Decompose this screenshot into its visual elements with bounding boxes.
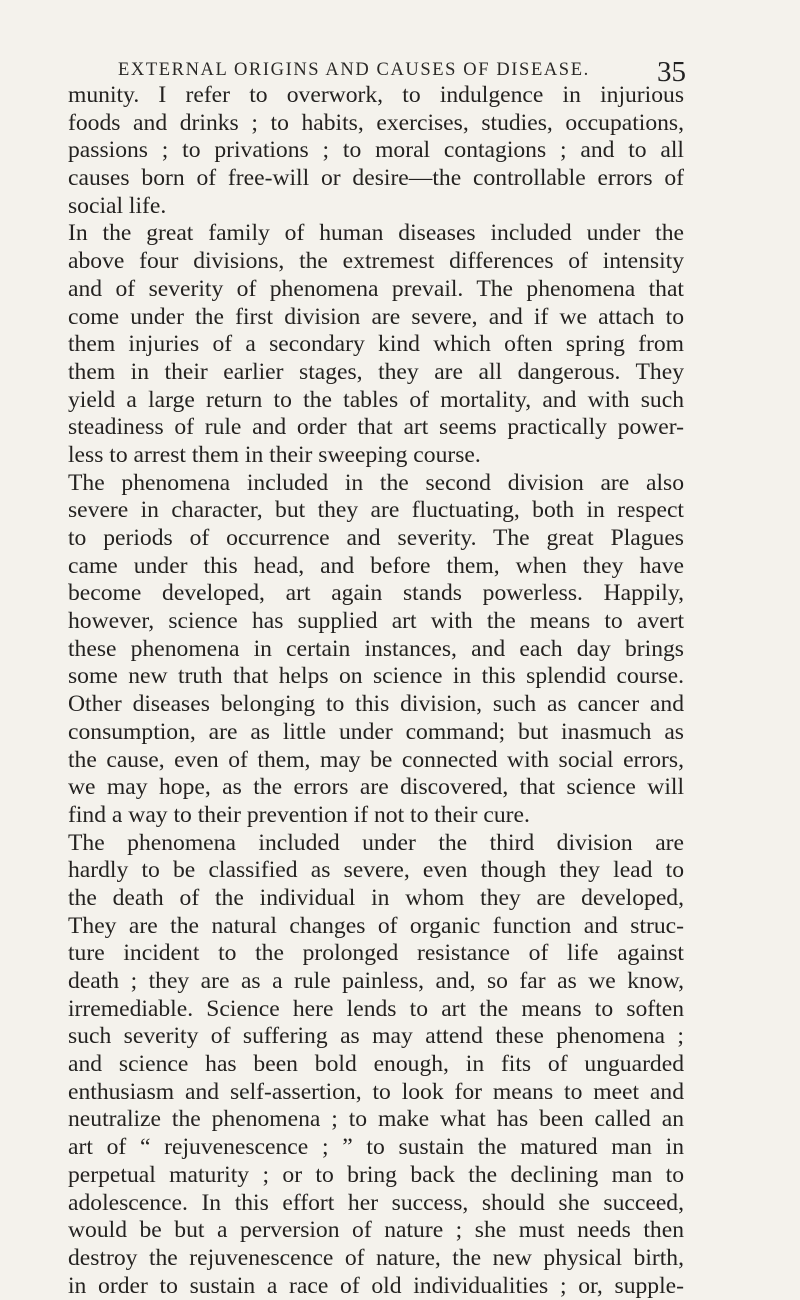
text-line: become developed, art again stands powerless. Happily, xyxy=(68,580,684,607)
text-line: and of severity of phenomena prevail. The phenomena that xyxy=(68,275,684,302)
text-line: The phenomena included in the second division are also xyxy=(68,469,684,496)
text-line: steadiness of rule and order that art seems practically power- xyxy=(68,414,684,441)
text-line: They are the natural changes of organic function and struc- xyxy=(68,912,684,939)
text-line: the cause, even of them, may be connected with social errors, xyxy=(68,746,684,773)
text-line: would be but a perversion of nature ; she must needs then xyxy=(68,1217,684,1244)
running-title: EXTERNAL ORIGINS AND CAUSES OF DISEASE. xyxy=(118,60,590,80)
text-line: came under this head, and before them, when they have xyxy=(68,552,684,579)
text-line: these phenomena in certain instances, and each day brings xyxy=(68,635,684,662)
text-line: and science has been bold enough, in fits of unguarded xyxy=(68,1051,684,1078)
text-line: passions ; to privations ; to moral contagions ; and to all xyxy=(68,137,684,164)
text-line: perpetual maturity ; or to bring back the declining man to xyxy=(68,1161,684,1188)
text-line: some new truth that helps on science in this splendid course. xyxy=(68,663,684,690)
text-line: The phenomena included under the third division are xyxy=(68,829,684,856)
text-line: the death of the individual in whom they are developed, xyxy=(68,884,684,911)
text-line: foods and drinks ; to habits, exercises, studies, occupations, xyxy=(68,109,684,136)
text-line: however, science has supplied art with the means to avert xyxy=(68,608,684,635)
text-line: them injuries of a secondary kind which often spring from xyxy=(68,331,684,358)
text-line: adolescence. In this effort her success, should she succeed, xyxy=(68,1189,684,1216)
text-line: irremediable. Science here lends to art the means to soften xyxy=(68,995,684,1022)
text-line: yield a large return to the tables of mortality, and with such xyxy=(68,386,684,413)
text-line: come under the first division are severe, and if we attach to xyxy=(68,303,684,330)
text-line: causes born of free-will or desire—the controllable errors of xyxy=(68,165,684,192)
text-line: ture incident to the prolonged resistance of life against xyxy=(68,940,684,967)
text-line: severe in character, but they are fluctuating, both in respect xyxy=(68,497,684,524)
text-line: Other diseases belonging to this division, such as cancer and xyxy=(68,691,684,718)
text-line: consumption, are as little under command; but inasmuch as xyxy=(68,718,684,745)
text-line: to periods of occurrence and severity. The great Plagues xyxy=(68,525,684,551)
text-line: neutralize the phenomena ; to make what has been called an xyxy=(68,1106,684,1133)
text-line: destroy the rejuvenescence of nature, the new physical birth, xyxy=(68,1244,684,1271)
text-line: hardly to be classified as severe, even though they lead to xyxy=(68,857,684,884)
text-line: social life. xyxy=(68,192,167,219)
text-line: enthusiasm and self-assertion, to look for means to meet and xyxy=(68,1078,684,1105)
page-number: 35 xyxy=(657,56,686,88)
text-line: we may hope, as the errors are discovered, that science will xyxy=(68,774,684,801)
text-line: In the great family of human diseases included under the xyxy=(68,220,684,247)
text-line: find a way to their prevention if not to their cure. xyxy=(68,801,530,828)
text-line: above four divisions, the extremest differences of intensity xyxy=(68,248,684,275)
text-line: in order to sustain a race of old individualities ; or, supple- xyxy=(68,1272,684,1299)
text-line: art of “ rejuvenescence ; ” to sustain the matured man in xyxy=(68,1134,684,1161)
text-line: less to arrest them in their sweeping course. xyxy=(68,441,481,468)
text-line: them in their earlier stages, they are all dangerous. They xyxy=(68,358,684,385)
text-line: such severity of suffering as may attend these phenomena ; xyxy=(68,1023,684,1050)
text-line: death ; they are as a rule painless, and, so far as we know, xyxy=(68,968,684,994)
text-line: munity. I refer to overwork, to indulgence in injurious xyxy=(68,82,684,108)
body-text xyxy=(68,82,684,1300)
